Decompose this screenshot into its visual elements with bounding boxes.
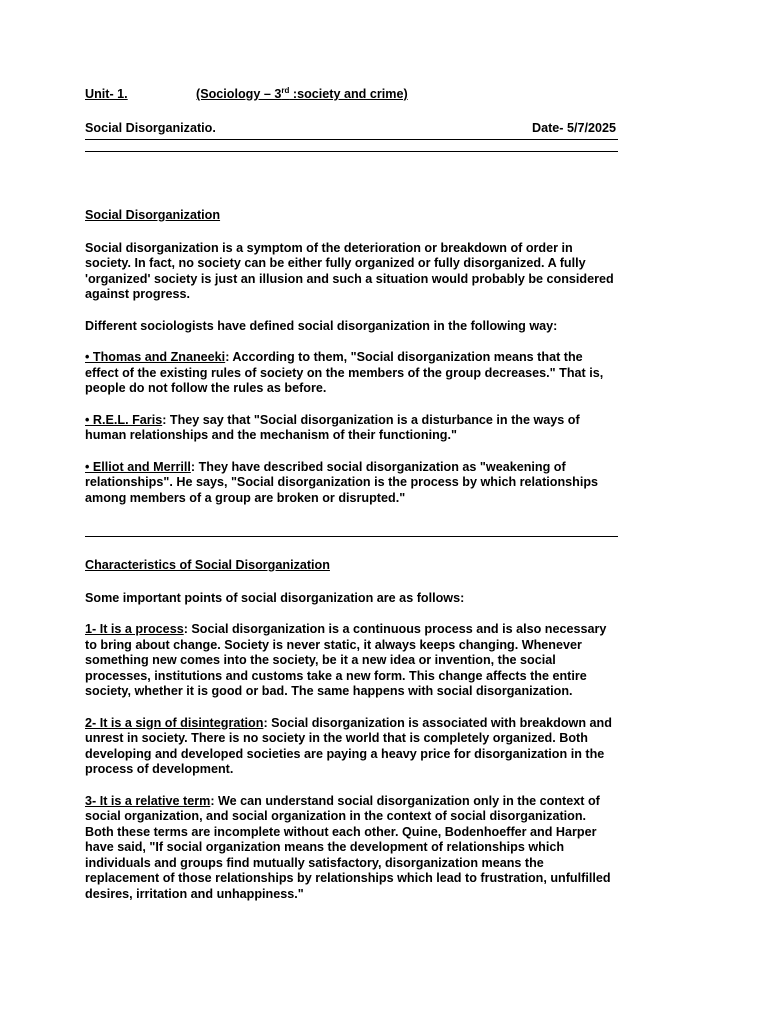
definition-elliot-merrill <box>85 460 618 507</box>
section-heading: Social Disorganization <box>85 208 221 222</box>
definition-text: : According to them, "Social disorganization means that the effect of the existing rules of society on the members of the group decreases." That is, people do not follow the rules as before. <box>85 350 604 395</box>
characteristics-lead: Some important points of social disorganization are as follows: <box>85 590 465 605</box>
definition-text: : They have described social disorganization as "weakening of relationships". He says, "Social disorganization is the process by which relationships among members of a group are broken or disrupted." <box>85 459 599 505</box>
point-relative-term <box>85 794 618 903</box>
point-text: : Social disorganization is a continuous process and is also necessary to bring about change. Society is never static, it always keeps changing. Whenever something new comes into the society, be it a new idea or invention, the social processes, institutions and customs take a new form. This change affects the entire society, whether it is good or bad. The same happens with social disorganization. <box>85 622 607 698</box>
subject-row <box>85 121 618 140</box>
header-divider <box>85 151 618 152</box>
definition-thomas-znaneeki <box>85 350 618 397</box>
point-disintegration <box>85 716 618 778</box>
course-title <box>196 87 408 103</box>
unit-label: Unit- 1. <box>85 87 128 101</box>
point-text: : Social disorganization is associated with breakdown and unrest in society. There is no society in the world that is completely organized. Both developing and developed societies are paying a heavy price for disorganization in the process of development. <box>85 715 612 776</box>
point-process <box>85 622 618 700</box>
section-characteristics <box>85 558 618 918</box>
course-title-prefix: (Sociology – 3 <box>196 87 282 101</box>
date-label: Date- 5/7/2025 <box>531 121 616 135</box>
definition-term: • Elliot and Merrill <box>85 459 191 474</box>
section-heading: Characteristics of Social Disorganization <box>85 558 330 572</box>
subject-label: Social Disorganizatio. <box>85 121 216 135</box>
definition-rel-faris <box>85 413 618 444</box>
course-title-superscript: rd <box>281 86 290 95</box>
section-divider <box>85 536 618 537</box>
intro-paragraph: Social disorganization is a symptom of the deterioration or breakdown of order in society. In fact, no society can be either fully organized or fully disorganized. A fully 'organized' society is just an illusion and such a situation would probably be considered against progress. <box>85 240 614 301</box>
point-term: 2- It is a sign of disintegration <box>85 715 264 730</box>
definition-text: : They say that "Social disorganization is a disturbance in the ways of human relationships and the mechanism of their functioning." <box>85 412 580 442</box>
course-title-suffix: :society and crime) <box>289 87 408 101</box>
definitions-lead: Different sociologists have defined social disorganization in the following way: <box>85 318 558 333</box>
definition-term: • Thomas and Znaneeki <box>85 350 226 364</box>
definition-term: • R.E.L. Faris <box>85 412 163 427</box>
section-social-disorganization <box>85 208 618 522</box>
point-term: 3- It is a relative term <box>85 793 211 808</box>
point-text: : We can understand social disorganization only in the context of social organization, and social organization in the context of social disorganization. Both these terms are incomplete without each other. Quine, Bodenhoeffer and Harper have said, "If social organization means the development of relationships which individuals and groups find mutually satisfactory, disorganization means the replacement of those relationships by relationships which lead to frustration, unfulfilled desires, irritation and unhappiness." <box>85 793 611 901</box>
point-term: 1- It is a process <box>85 622 184 636</box>
